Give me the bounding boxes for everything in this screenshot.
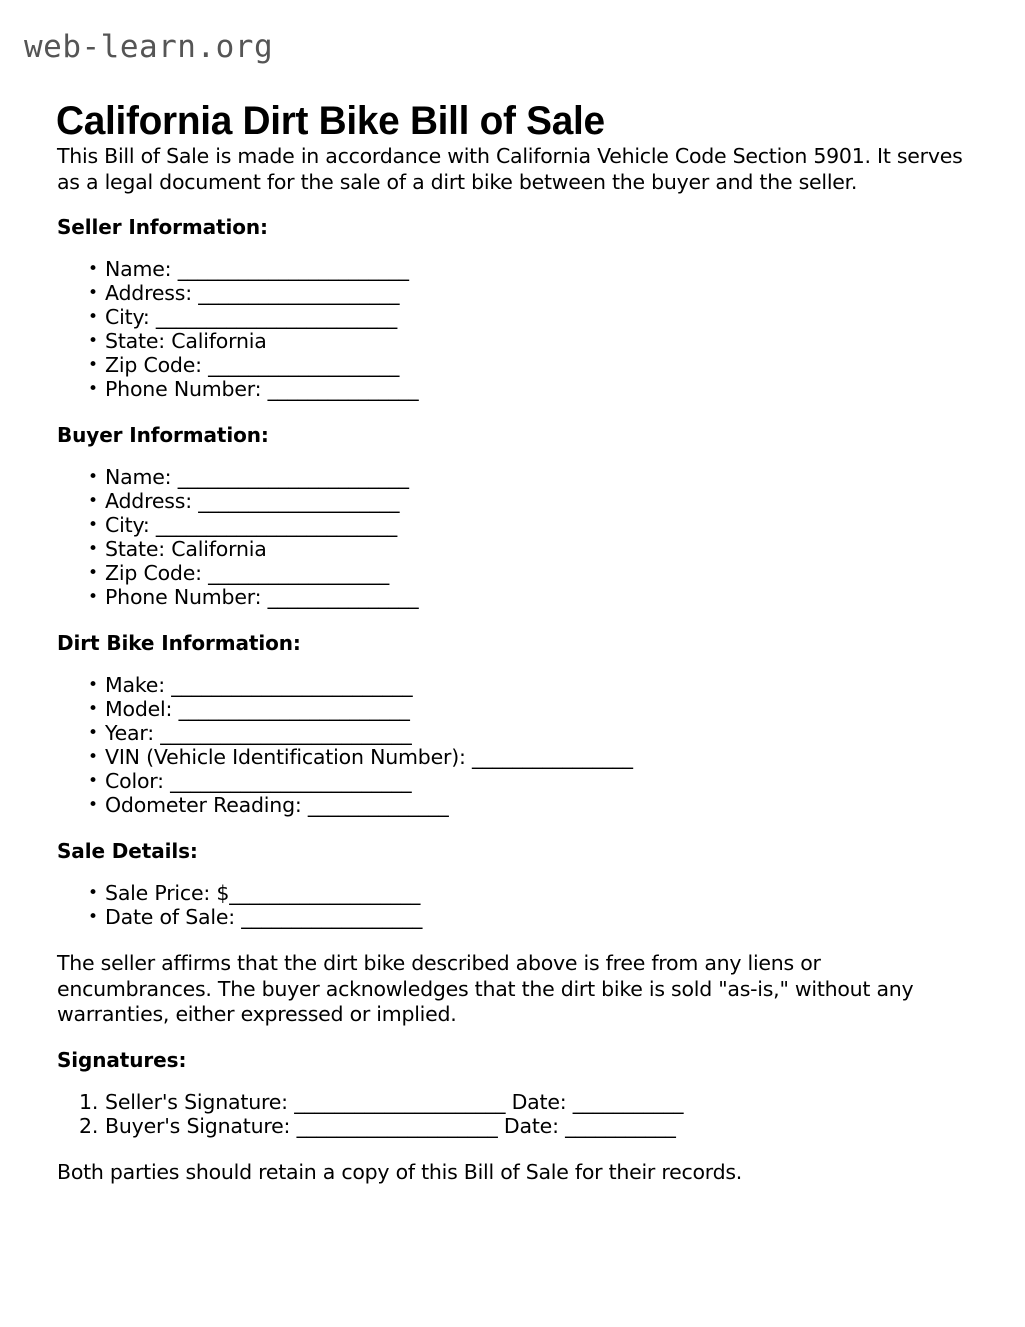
- sale-price-field: Sale Price: $___________________: [105, 881, 421, 905]
- seller-name-field: Name: _______________________: [105, 257, 409, 281]
- sale-details-heading: Sale Details:: [57, 839, 198, 863]
- list-item: [57, 329, 967, 353]
- sale-details-list: [57, 881, 967, 929]
- buyer-information-list: [57, 465, 967, 609]
- dirt-bike-information-heading: Dirt Bike Information:: [57, 631, 301, 655]
- list-item: [57, 585, 967, 609]
- list-item: [57, 1114, 967, 1138]
- list-item: [57, 353, 967, 377]
- list-item: [57, 465, 967, 489]
- bike-model-field: Model: _______________________: [105, 697, 410, 721]
- bike-odometer-field: Odometer Reading: ______________: [105, 793, 449, 817]
- buyer-phone-field: Phone Number: _______________: [105, 585, 419, 609]
- list-item: [57, 673, 967, 697]
- bike-make-field: Make: ________________________: [105, 673, 413, 697]
- seller-zip-field: Zip Code: ___________________: [105, 353, 400, 377]
- seller-state-field: State: California: [105, 329, 267, 353]
- list-item: [57, 257, 967, 281]
- document-body: [57, 144, 967, 1185]
- list-item: [57, 793, 967, 817]
- site-watermark: web-learn.org: [24, 29, 274, 65]
- bike-color-field: Color: ________________________: [105, 769, 412, 793]
- list-item: [57, 697, 967, 721]
- buyer-city-field: City: ________________________: [105, 513, 398, 537]
- list-item: [57, 513, 967, 537]
- list-item: [57, 377, 967, 401]
- signatures-list: [57, 1090, 967, 1138]
- buyer-zip-field: Zip Code: __________________: [105, 561, 390, 585]
- list-item: [57, 561, 967, 585]
- list-item: [57, 721, 967, 745]
- footer-paragraph: Both parties should retain a copy of this Bill of Sale for their records.: [57, 1159, 743, 1184]
- bike-vin-field: VIN (Vehicle Identification Number): ________________: [105, 745, 633, 769]
- buyer-address-field: Address: ____________________: [105, 489, 400, 513]
- list-item: [57, 745, 967, 769]
- seller-city-field: City: ________________________: [105, 305, 398, 329]
- list-item: [57, 881, 967, 905]
- seller-information-heading: Seller Information:: [57, 215, 268, 239]
- affirmation-paragraph: The seller affirms that the dirt bike described above is free from any liens or encumbrances. The buyer acknowledges that the dirt bike is sold "as-is," without any warranties, either expressed or implied.: [57, 951, 914, 1026]
- bike-year-field: Year: _________________________: [105, 721, 412, 745]
- list-item: [57, 905, 967, 929]
- list-item: [57, 281, 967, 305]
- seller-address-field: Address: ____________________: [105, 281, 400, 305]
- intro-paragraph: This Bill of Sale is made in accordance with California Vehicle Code Section 5901. It serves as a legal document for the sale of a dirt bike between the buyer and the seller.: [57, 144, 963, 194]
- list-item: [57, 1090, 967, 1114]
- seller-phone-field: Phone Number: _______________: [105, 377, 419, 401]
- list-item: [57, 769, 967, 793]
- buyer-information-heading: Buyer Information:: [57, 423, 269, 447]
- page-title: California Dirt Bike Bill of Sale: [56, 98, 605, 143]
- dirt-bike-information-list: [57, 673, 967, 817]
- seller-information-list: [57, 257, 967, 401]
- list-item: [57, 489, 967, 513]
- list-item: [57, 305, 967, 329]
- signatures-heading: Signatures:: [57, 1047, 187, 1072]
- buyer-name-field: Name: _______________________: [105, 465, 409, 489]
- seller-signature-field: Seller's Signature: _____________________ Date: ___________: [105, 1089, 684, 1114]
- buyer-state-field: State: California: [105, 537, 267, 561]
- list-item: [57, 537, 967, 561]
- sale-date-field: Date of Sale: __________________: [105, 905, 423, 929]
- buyer-signature-field: Buyer's Signature: ____________________ Date: ___________: [105, 1113, 676, 1138]
